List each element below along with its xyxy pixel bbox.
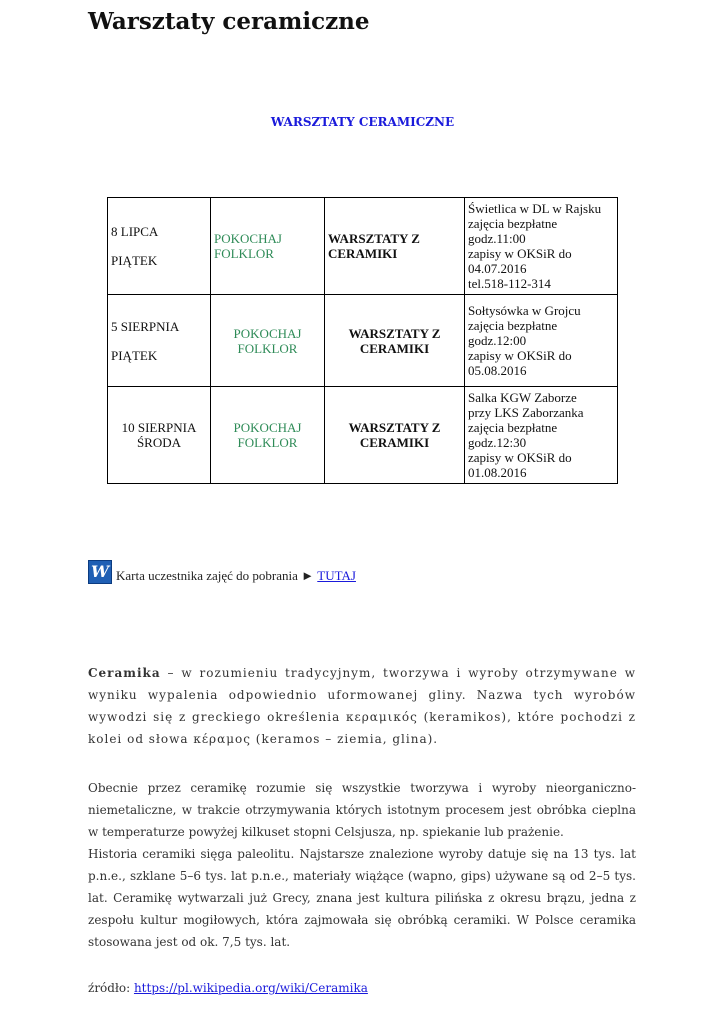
date-cell: [108, 198, 211, 295]
weekday: PIĄTEK: [111, 253, 158, 268]
workshop-schedule-table: [107, 197, 618, 484]
date: 10 SIERPNIA: [121, 420, 197, 435]
location: Świetlica w DL w Rajsku: [468, 201, 602, 216]
section-heading: WARSZTATY CERAMICZNE: [270, 115, 455, 129]
location: Salka KGW Zaborze: [468, 390, 577, 405]
weekday: PIĄTEK: [111, 347, 158, 363]
date-cell: [108, 295, 211, 387]
phone: tel.518-112-314: [468, 276, 551, 291]
download-text: Karta uczestnika zajęć do pobrania ►: [116, 568, 315, 583]
article-paragraph: Obecnie przez ceramikę rozumie się wszystkie tworzywa i wyroby nieorganiczno-niemetaliczne, w trakcie otrzymywania których istotnym procesem jest obróbka cieplna w temperaturze powyżej kilkuset stopni Celsjusza, np. spiekanie lub prażenie.: [88, 781, 636, 839]
source-label: źródło:: [88, 981, 131, 995]
signup-date: 05.08.2016: [468, 363, 527, 378]
weekday: ŚRODA: [136, 435, 182, 450]
detail-line: zapisy w OKSiR do: [468, 450, 572, 465]
page-title: Warsztaty ceramiczne: [88, 8, 370, 35]
detail-line: przy LKS Zaborzanka: [468, 405, 584, 420]
date: 8 LIPCA: [111, 224, 159, 239]
program-cell: POKOCHAJ FOLKLOR: [211, 387, 325, 484]
time: godz.12:30: [468, 435, 527, 450]
date-cell: [108, 387, 211, 484]
detail-line: zajęcia bezpłatne: [468, 420, 558, 435]
location: Sołtysówka w Grojcu: [468, 303, 581, 318]
detail-line: zapisy w OKSiR do: [468, 348, 572, 363]
event-cell: WARSZTATY Z CERAMIKI: [325, 198, 465, 295]
article-paragraph: [88, 662, 636, 750]
details-cell: [465, 295, 618, 387]
program-cell: POKOCHAJ FOLKLOR: [211, 198, 325, 295]
time: godz.12:00: [468, 333, 527, 348]
detail-line: zajęcia bezpłatne: [468, 216, 558, 231]
date: 5 SIERPNIA: [111, 318, 180, 334]
event-cell: WARSZTATY Z CERAMIKI: [325, 295, 465, 387]
table-row: [108, 387, 618, 484]
source-link[interactable]: https://pl.wikipedia.org/wiki/Ceramika: [133, 981, 368, 995]
table-row: [108, 295, 618, 387]
word-document-icon: W: [88, 560, 112, 584]
table-row: [108, 198, 618, 295]
detail-line: zapisy w OKSiR do: [468, 246, 572, 261]
article-term: Ceramika: [88, 666, 161, 680]
article-text: – w rozumieniu tradycyjnym, tworzywa i wyroby otrzymywane w wyniku wypalenia odpowiednio uformowanej gliny. Nazwa tych wyrobów wywodzi się z greckiego określenia κεραμικός (keramikos), które pochodzi z kolei od słowa κέραμος (keramos – ziemia, glina).: [88, 666, 636, 746]
article-paragraph: Historia ceramiki sięga paleolitu. Najstarsze znalezione wyroby datuje się na 13 tys. lat p.n.e., szklane 5–6 tys. lat p.n.e., materiały wiążące (wapno, gips) używane są od 2–5 tys. lat. Ceramikę wytwarzali już Grecy, znana jest kultura pilińska z okresu brązu, jedna z zespołu kultur mogiłowych, która zajmowała się obróbką ceramiki. W Polsce ceramika stosowana jest od ok. 7,5 tys. lat.: [88, 847, 636, 949]
detail-line: zajęcia bezpłatne: [468, 318, 558, 333]
signup-date: 01.08.2016: [468, 465, 527, 480]
event-cell: WARSZTATY Z CERAMIKI: [325, 387, 465, 484]
download-link[interactable]: TUTAJ: [317, 568, 356, 583]
signup-date: 04.07.2016: [468, 261, 527, 276]
time: godz.11:00: [468, 231, 526, 246]
download-line: [88, 558, 356, 584]
source-line: [88, 981, 368, 995]
details-cell: [465, 387, 618, 484]
program-cell: POKOCHAJ FOLKLOR: [211, 295, 325, 387]
details-cell: [465, 198, 618, 295]
